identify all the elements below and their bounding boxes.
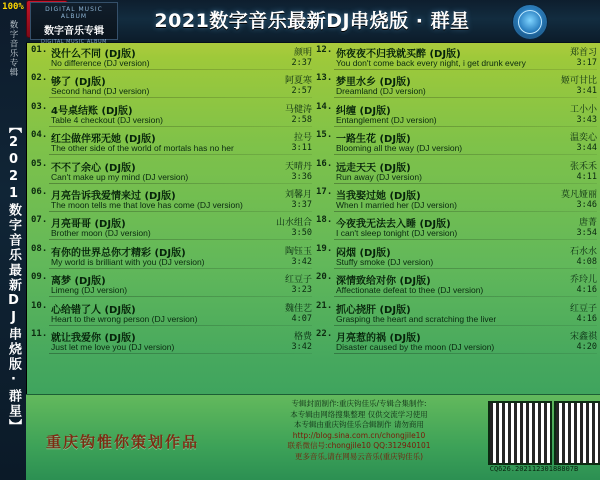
track-duration: 3:11 — [291, 143, 312, 154]
track-duration: 3:43 — [576, 114, 597, 125]
track-column-left — [31, 45, 312, 357]
track-artist: 温奕心 — [569, 133, 597, 144]
track-duration: 2:58 — [291, 114, 312, 125]
row-divider — [49, 268, 312, 269]
track-duration: 2:57 — [291, 86, 312, 97]
row-divider — [49, 211, 312, 212]
track-title-en: Second hand (DJ version) — [51, 86, 150, 97]
track-row[interactable] — [31, 102, 312, 130]
track-number: 17. — [316, 186, 333, 197]
qr-code-left[interactable] — [488, 401, 552, 465]
track-title-en: The moon tells me that love has come (DJ version) — [51, 199, 243, 210]
track-title-cn: 月亮告诉我爱情来过 (DJ版) — [51, 190, 176, 202]
footer-note-line: 本专辑由重庆钩佳乐合辑制作 请勿商用 — [294, 420, 424, 429]
qr-code-right[interactable] — [554, 401, 600, 465]
logo-top-text: DIGITAL MUSIC ALBUM — [45, 6, 103, 20]
left-vertical-strip — [0, 0, 27, 480]
row-divider — [49, 69, 312, 70]
track-title-cn: 一路生花 (DJ版) — [336, 134, 411, 146]
track-row[interactable] — [316, 45, 597, 73]
track-title-cn: 月亮惹的祸 (DJ版) — [336, 332, 421, 344]
track-duration: 4:11 — [576, 171, 597, 182]
track-artist: 姬可甘比 — [560, 76, 597, 87]
track-duration: 3:41 — [576, 86, 597, 97]
track-artist: 红豆子 — [284, 275, 312, 286]
track-title-cn: 远走天天 (DJ版) — [336, 162, 411, 174]
track-column-right — [316, 45, 597, 357]
track-row[interactable] — [316, 215, 597, 243]
track-row[interactable] — [316, 244, 597, 272]
footer-brand: 重庆钩惟你策划作品 — [46, 433, 200, 451]
track-row[interactable] — [316, 73, 597, 101]
track-row[interactable] — [31, 187, 312, 215]
footer-note-line: 本专辑由网络搜集整理 仅供交流学习使用 — [290, 409, 428, 419]
track-title-en: No difference (DJ version) — [51, 58, 150, 68]
track-artist: 格费 — [293, 331, 312, 342]
seal-ring — [518, 10, 542, 34]
track-number: 08. — [31, 243, 48, 254]
track-title-cn: 就让我爱你 (DJ版) — [51, 332, 136, 344]
track-title-en: Table 4 checkout (DJ version) — [51, 114, 163, 125]
track-number: 02. — [31, 73, 48, 84]
row-divider — [49, 325, 312, 326]
track-row[interactable] — [31, 215, 312, 243]
track-duration: 3:17 — [576, 58, 597, 68]
track-artist: 张禾禾 — [569, 161, 597, 172]
track-artist: 乔玲儿 — [569, 275, 597, 286]
row-divider — [334, 126, 597, 127]
row-divider — [334, 183, 597, 184]
track-title-cn: 够了 (DJ版) — [51, 77, 106, 89]
track-title-en: Heart to the wrong person (DJ version) — [51, 313, 198, 324]
header-bar — [26, 0, 600, 43]
track-number: 18. — [316, 215, 333, 226]
track-row[interactable] — [31, 130, 312, 158]
track-artist: 阿夏寒 — [284, 76, 312, 87]
track-artist: 颜明 — [293, 48, 312, 58]
track-number: 07. — [31, 215, 48, 226]
track-title-en: Stuffy smoke (DJ version) — [336, 256, 434, 267]
row-divider — [334, 268, 597, 269]
track-duration: 4:07 — [291, 313, 312, 324]
track-artist: 拉号 — [293, 133, 312, 144]
track-number: 06. — [31, 186, 48, 197]
footer-bar — [26, 394, 600, 480]
track-duration: 3:37 — [291, 199, 312, 210]
track-artist: 天晴丹 — [284, 161, 312, 172]
track-number: 21. — [316, 300, 333, 311]
track-title-en: Blooming all the way (DJ version) — [336, 143, 463, 154]
track-title-cn: 闷烟 (DJ版) — [336, 247, 391, 259]
track-title-en: Disaster caused by the moon (DJ version) — [336, 341, 495, 352]
logo-bottom-text: DIGITAL MUSIC ALBUM — [41, 39, 107, 45]
row-divider — [49, 97, 312, 98]
track-number: 10. — [31, 300, 48, 311]
track-duration: 3:54 — [576, 228, 597, 239]
row-divider — [334, 154, 597, 155]
track-artist: 工小小 — [569, 104, 597, 115]
track-row[interactable] — [316, 301, 597, 329]
track-duration: 4:16 — [576, 313, 597, 324]
track-title-cn: 不不了余心 (DJ版) — [51, 162, 136, 174]
track-artist: 山水组合 — [275, 218, 312, 229]
track-row[interactable] — [31, 329, 312, 357]
row-divider — [334, 69, 597, 70]
track-artist: 莫凡娅丽 — [560, 189, 597, 200]
track-title-en: You don't come back every night, i get drunk every — [336, 58, 526, 68]
track-number: 11. — [31, 328, 48, 339]
row-divider — [49, 239, 312, 240]
track-number: 15. — [316, 130, 333, 141]
track-title-cn: 没什么不同 (DJ版) — [51, 49, 136, 60]
row-divider — [49, 126, 312, 127]
track-row[interactable] — [31, 244, 312, 272]
track-number: 14. — [316, 101, 333, 112]
track-number: 09. — [31, 272, 48, 283]
track-title-en: I can't sleep tonight (DJ version) — [336, 228, 458, 239]
track-duration: 4:16 — [576, 285, 597, 296]
track-title-cn: 心给错了人 (DJ版) — [51, 304, 136, 316]
track-row[interactable] — [316, 272, 597, 300]
track-number: 03. — [31, 101, 48, 112]
track-row[interactable] — [31, 73, 312, 101]
track-number: 05. — [31, 158, 48, 169]
row-divider — [49, 154, 312, 155]
track-duration: 3:46 — [576, 199, 597, 210]
row-divider — [334, 211, 597, 212]
track-title-en: The other side of the world of mortals has no her — [51, 143, 234, 154]
row-divider — [334, 97, 597, 98]
logo-main-text: 数字音乐专辑 — [44, 26, 104, 37]
row-divider — [334, 296, 597, 297]
track-title-cn: 当我娶过她 (DJ版) — [336, 190, 421, 202]
track-row[interactable] — [316, 102, 597, 130]
sidebar-subtitle: 数字音乐专辑 — [8, 20, 18, 77]
footer-code: CQ626.20211230188807B — [489, 465, 579, 473]
track-number: 04. — [31, 130, 48, 141]
track-duration: 3:42 — [291, 341, 312, 352]
footer-note-line: 联系微信号:chongjile10 QQ:312940101 — [287, 441, 431, 450]
track-title-en: My world is brilliant with you (DJ version) — [51, 256, 205, 267]
track-number: 13. — [316, 73, 333, 84]
track-title-en: Entanglement (DJ version) — [336, 114, 437, 125]
track-artist: 石水水 — [569, 246, 597, 257]
qr-pattern — [490, 403, 550, 463]
track-title-cn: 梦里水乡 (DJ版) — [336, 77, 411, 89]
track-number: 20. — [316, 272, 333, 283]
track-title-en: Just let me love you (DJ version) — [51, 341, 175, 352]
row-divider — [49, 296, 312, 297]
footer-note-line: http://blog.sina.com.cn/chongjile10 — [292, 430, 426, 440]
track-title-cn: 你夜夜不归我就买醉 (DJ版) — [336, 49, 461, 60]
track-duration: 3:44 — [576, 143, 597, 154]
row-divider — [49, 183, 312, 184]
track-title-en: Grasping the heart and scratching the liver — [336, 313, 497, 324]
track-list — [26, 42, 600, 394]
zoom-level: 100% — [2, 2, 24, 12]
row-divider — [49, 353, 312, 354]
track-artist: 刘馨月 — [284, 189, 312, 200]
track-row[interactable] — [31, 45, 312, 73]
track-artist: 陶钰玉 — [284, 246, 312, 257]
footer-notes — [248, 399, 470, 462]
track-duration: 2:37 — [291, 58, 312, 68]
track-duration: 4:08 — [576, 256, 597, 267]
track-row[interactable] — [31, 272, 312, 300]
track-title-cn: 今夜我无法去入睡 (DJ版) — [336, 219, 451, 231]
row-divider — [334, 239, 597, 240]
track-title-cn: 月亮哥哥 (DJ版) — [51, 219, 126, 231]
track-duration: 3:42 — [291, 256, 312, 267]
track-artist: 郑首习 — [569, 48, 597, 58]
row-divider — [334, 353, 597, 354]
track-row[interactable] — [31, 159, 312, 187]
album-logo — [30, 2, 118, 45]
row-divider — [334, 325, 597, 326]
track-row[interactable] — [316, 159, 597, 187]
track-title-en: When I married her (DJ version) — [336, 199, 457, 210]
track-title-cn: 4号桌结账 (DJ版) — [51, 105, 133, 117]
track-row[interactable] — [316, 329, 597, 357]
track-title-cn: 有你的世界总你才精彩 (DJ版) — [51, 247, 186, 259]
track-number: 19. — [316, 243, 333, 254]
track-title-cn: 纠缠 (DJ版) — [336, 105, 391, 117]
sidebar-title: 【2021数字音乐最新DJ串烧版·群星】 — [6, 120, 21, 434]
track-title-en: Affectionate defeat to thee (DJ version) — [336, 285, 484, 296]
track-title-cn: 红尘做伴邪无她 (DJ版) — [51, 134, 156, 146]
track-row[interactable] — [31, 301, 312, 329]
track-title-en: Brother moon (DJ version) — [51, 228, 151, 239]
track-duration: 3:36 — [291, 171, 312, 182]
track-artist: 魏佳艺 — [284, 303, 312, 314]
footer-note-line: 专辑封面制作:重庆钩佳乐/专辑合集制作: — [291, 399, 427, 408]
track-title-cn: 深情致给对你 (DJ版) — [336, 276, 431, 288]
track-row[interactable] — [316, 130, 597, 158]
track-duration: 3:50 — [291, 228, 312, 239]
page-title: 2021数字音乐最新DJ串烧版 · 群星 — [154, 10, 470, 32]
track-artist: 红豆子 — [569, 303, 597, 314]
track-title-en: Dreamland (DJ version) — [336, 86, 426, 97]
track-title-en: Can't make up my mind (DJ version) — [51, 171, 189, 182]
track-title-en: Limeng (DJ version) — [51, 285, 128, 296]
footer-note-line: 更多音乐,请在网易云音乐(重庆钩佳乐) — [294, 451, 424, 461]
track-row[interactable] — [316, 187, 597, 215]
seal-icon — [512, 4, 548, 40]
track-title-cn: 离梦 (DJ版) — [51, 276, 106, 288]
track-number: 12. — [316, 45, 333, 55]
track-number: 22. — [316, 328, 333, 339]
track-duration: 3:23 — [291, 285, 312, 296]
track-number: 01. — [31, 45, 48, 55]
track-number: 16. — [316, 158, 333, 169]
track-duration: 4:20 — [576, 341, 597, 352]
track-title-en: Run away (DJ version) — [336, 171, 422, 182]
track-artist: 唐菁 — [578, 218, 597, 229]
track-title-cn: 抓心挠肝 (DJ版) — [336, 304, 411, 316]
track-artist: 宋鑫祺 — [569, 331, 597, 342]
qr-pattern — [556, 403, 600, 463]
track-artist: 马健涛 — [284, 104, 312, 115]
